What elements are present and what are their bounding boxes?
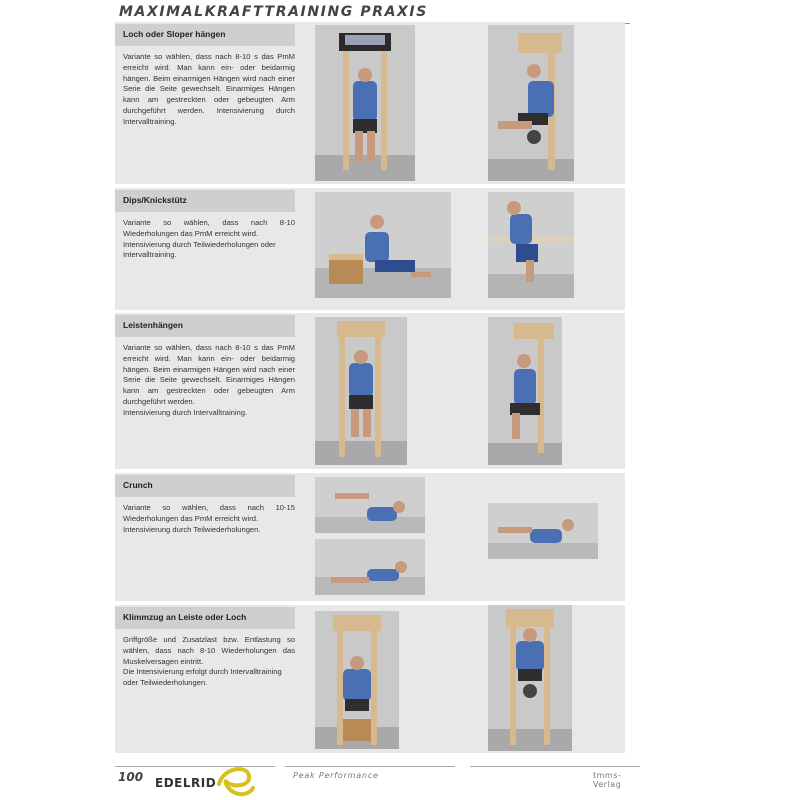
footer-divider: [285, 766, 455, 767]
section-title: Loch oder Sloper hängen: [115, 24, 295, 46]
exercise-section-leistenhaengen: [115, 313, 625, 469]
section-description: [123, 218, 295, 261]
brand-logo-icon: [213, 762, 257, 798]
exercise-section-dips: [115, 188, 625, 310]
section-description: [123, 343, 295, 418]
section-title: Klimmzug an Leiste oder Loch: [115, 607, 295, 629]
section-title: Leistenhängen: [115, 315, 295, 337]
description-paragraph: Variante so wählen, dass nach 8-10 Wiederholungen das PmM erreicht wird.: [123, 218, 295, 238]
brand-name: EDELRID: [155, 776, 217, 790]
publication-title: Peak Performance: [293, 771, 379, 780]
description-paragraph: Intensivierung durch Teilwiederholungen.: [123, 524, 261, 534]
exercise-section-loch-sloper: [115, 22, 625, 184]
exercise-photo: [315, 192, 451, 298]
description-paragraph: Griffgröße und Zusatzlast bzw. Entlastung so wählen, dass nach 8-10 Wiederholungen das Muskelversagen eintritt.: [123, 635, 295, 666]
page-title: MAXIMALKRAFTTRAINING PRAXIS: [119, 4, 428, 20]
exercise-photo: [315, 611, 399, 749]
exercise-photo: [488, 25, 574, 181]
footer-divider: [470, 766, 640, 767]
exercise-photo: [315, 317, 407, 465]
description-paragraph: Intensivierung durch Intervalltraining.: [123, 407, 248, 417]
section-title: Crunch: [115, 475, 295, 497]
publisher-name: tmms-Verlag: [593, 771, 622, 789]
description-paragraph: Intensivierung durch Teilwiederholungen oder Intervalltraining.: [123, 239, 276, 260]
description-paragraph: Variante so wählen, dass nach 8-10 s das PmM erreicht wird. Man kann ein- oder beidarmig hängen. Beim einarmigen Hängen wird nach einer Serie die Seite gewechselt. Einarmiges Hängen kann am gestreckten oder gebeugten Arm durchgeführt werden.: [123, 343, 295, 406]
section-title: Dips/Knickstütz: [115, 190, 295, 212]
description-paragraph: Variante so wählen, dass nach 8-10 s das PmM erreicht wird. Man kann ein- oder beidarmig hängen. Beim einarmigen Hängen wird nach einer Serie die Seite gewechselt. Einarmiges Hängen kann am gestreckten oder gebeugten Arm durchgeführt werden. Intensivierung durch Intervalltraining.: [123, 52, 295, 126]
exercise-photo: [488, 317, 562, 465]
exercise-photo: [488, 605, 572, 751]
exercise-section-klimmzug: [115, 605, 625, 753]
page-header: [115, 4, 635, 24]
exercise-photo: [315, 539, 425, 595]
exercise-photo: [315, 477, 425, 533]
exercise-photo: [488, 503, 598, 559]
exercise-section-crunch: [115, 473, 625, 601]
page-footer: [115, 762, 645, 798]
description-paragraph: Variante so wählen, dass nach 10-15 Wiederholungen das PmM erreicht wird.: [123, 503, 295, 523]
page-number: 100: [118, 770, 144, 784]
section-description: [123, 503, 295, 535]
exercise-photo: [315, 25, 415, 181]
description-paragraph: Die Intensivierung erfolgt durch Intervalltraining oder Teilwiederholungen.: [123, 667, 282, 688]
section-description: [123, 52, 295, 127]
section-description: [123, 635, 295, 689]
exercise-photo: [488, 192, 574, 298]
